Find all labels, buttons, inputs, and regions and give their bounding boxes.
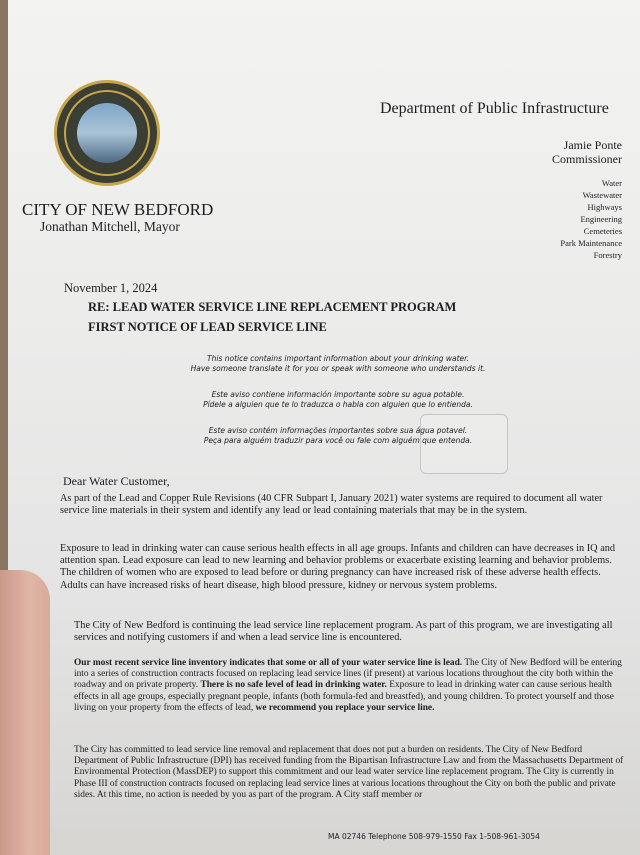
- division-highways: Highways: [587, 202, 622, 212]
- division-park-maintenance: Park Maintenance: [560, 238, 622, 248]
- paragraph-health-effects: Exposure to lead in drinking water can cause serious health effects in all age groups. Infants and children can have decreases in IQ and attention span. Lead exposure can lead to new learning and behavior problems or exacerbate existing learning and behavior problems. The children of women who are exposed to lead before or during pregnancy can have increased risk of these adverse health effects. Adults can have increased risks of heart disease, high blood pressure, kidney or nervous system problems.: [60, 543, 616, 591]
- notice-portuguese-line-1: Este aviso contém informações importantes sobre sua água potavel.: [208, 426, 468, 435]
- department-name: Department of Public Infrastructure: [380, 100, 609, 117]
- notice-english-line-2: Have someone translate it for you or speak with someone who understands it.: [190, 364, 486, 373]
- commissioner-name: Jamie Ponte: [563, 138, 622, 152]
- city-seal: [54, 80, 160, 186]
- seal-ship-image: [77, 103, 137, 163]
- lead-finding-text: Our most recent service line inventory indicates that some or all of your water service line is lead.: [74, 658, 463, 668]
- paragraph-lead-notice: [74, 658, 626, 714]
- notice-spanish-line-2: Pídele a alguien que te lo traduzca o habla con alguien que lo entienda.: [203, 400, 473, 409]
- division-cemeteries: Cemeteries: [583, 226, 622, 236]
- contracts-text: The City of New Bedford will be entering into a series of construction contracts focused on replacing lead service lines (if present) at various locations throughout the city both within the roadway and on private property.: [74, 658, 622, 691]
- letter-page: [8, 0, 640, 855]
- paragraph-program: The City of New Bedford is continuing the lead service line replacement program. As part of this program, we are investigating all services and notifying customers if and when a lead service line is encountered.: [74, 620, 613, 644]
- division-engineering: Engineering: [580, 214, 622, 224]
- subject-line-1: RE: LEAD WATER SERVICE LINE REPLACEMENT PROGRAM: [88, 300, 457, 314]
- commissioner-title: Commissioner: [551, 152, 622, 166]
- notice-spanish-line-1: Este aviso contiene información importante sobre su agua potable.: [211, 390, 465, 399]
- division-wastewater: Wastewater: [582, 190, 622, 200]
- subject-line-2: FIRST NOTICE OF LEAD SERVICE LINE: [88, 320, 327, 334]
- notice-english-line-1: This notice contains important information about your drinking water.: [207, 354, 469, 363]
- holding-thumb: [0, 570, 50, 855]
- paragraph-funding: The City has committed to lead service line removal and replacement that does not put a burden on residents. The City of New Bedford Department of Public Infrastructure (DPI) has received funding from the Bipartisan Infrastructure Law and from the Massachusetts Department of Environmental Protection (MassDEP) to support this commitment and our lead water service line replacement program. The City is currently in Phase III of construction contracts focused on replacing lead service lines at various locations throughout the City on both the public and private sides. At this time, no action is needed by you as part of the program. A City staff member or: [74, 745, 624, 800]
- no-safe-level-text: There is no safe level of lead in drinking water.: [200, 680, 387, 691]
- city-name: CITY OF NEW BEDFORD: [22, 200, 214, 219]
- exposure-text: Exposure to lead in drinking water can cause serious health effects in all age groups, especially pregnant people, infants (both formula-fed and breastfed), and young children. To protect yourself and those living on your property from the effects of lead,: [74, 680, 614, 713]
- notice-portuguese-line-2: Peça para alguém traduzir para você ou fale com alguém que entenda.: [203, 436, 473, 445]
- salutation: Dear Water Customer,: [63, 474, 170, 488]
- division-forestry: Forestry: [593, 250, 622, 260]
- mayor-name: Jonathan Mitchell, Mayor: [40, 219, 180, 234]
- letter-date: November 1, 2024: [64, 281, 158, 295]
- paragraph-regulation: As part of the Lead and Copper Rule Revisions (40 CFR Subpart I, January 2021) water systems are required to document all water service line materials in their system and identify any lead or lead containing materials that may be in the system.: [60, 493, 603, 517]
- footer-contact: MA 02746 Telephone 508-979-1550 Fax 1-508-961-3054: [328, 832, 540, 841]
- division-water: Water: [601, 178, 622, 188]
- recommendation-text: we recommend you replace your service line.: [255, 702, 435, 713]
